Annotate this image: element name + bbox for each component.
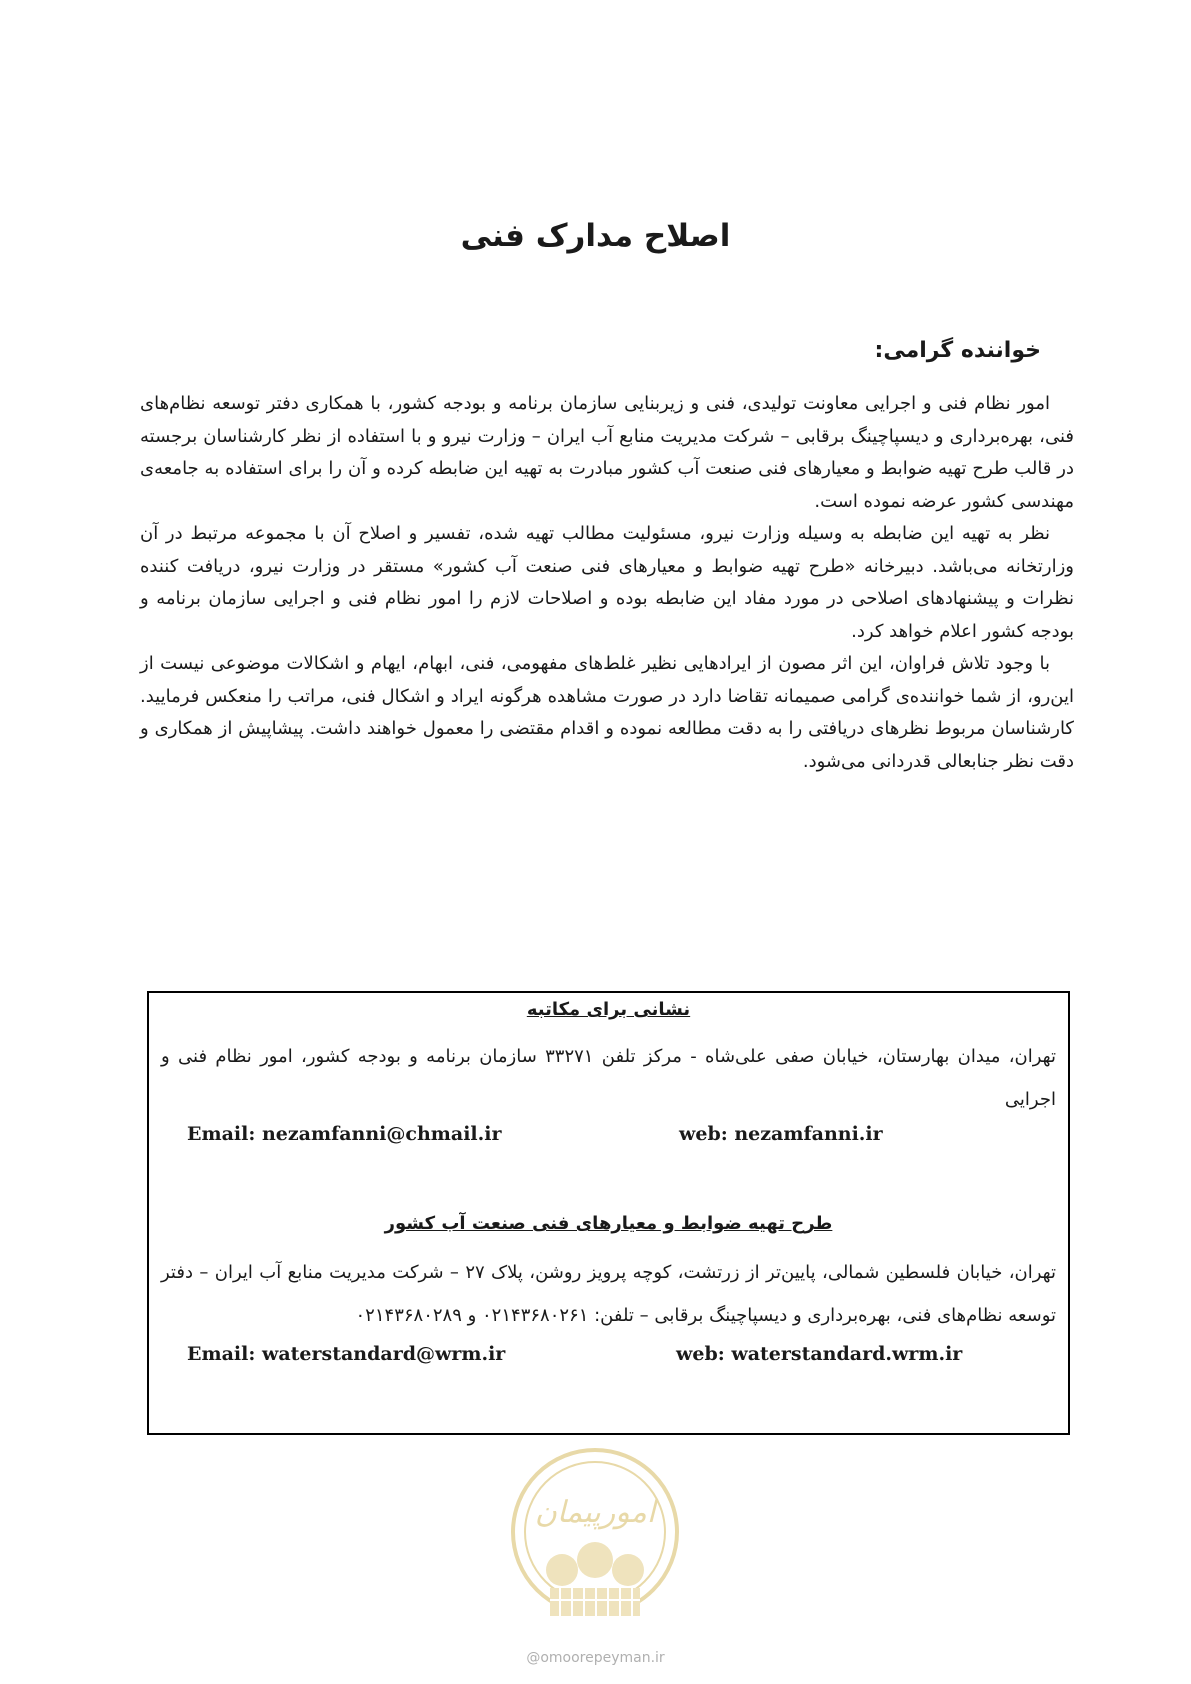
email-nezamfanni[interactable]: Email: nezamfanni@chmail.ir [187, 1123, 502, 1145]
email-waterstandard[interactable]: Email: waterstandard@wrm.ir [187, 1343, 506, 1365]
document-title: اصلاح مدارک فنی [460, 218, 731, 254]
contact-heading-correspondence: نشانی برای مکاتبه [526, 999, 691, 1020]
web-waterstandard[interactable]: web: waterstandard.wrm.ir [676, 1343, 963, 1365]
salutation: خواننده گرامی: [874, 338, 1041, 363]
web-nezamfanni[interactable]: web: nezamfanni.ir [679, 1123, 883, 1145]
contact-heading-water-standards: طرح تهیه ضوابط و معیارهای فنی صنعت آب کشور [384, 1213, 833, 1234]
body-text [140, 388, 1074, 778]
watermark-url: @omoorepeyman.ir [526, 1650, 665, 1666]
paragraph-2: نظر به تهیه این ضابطه به وسیله وزارت نیرو، مسئولیت مطالب تهیه شده، تفسیر و اصلاح آن با مجموعه مرتبط در آن وزارتخانه می‌باشد. دبیرخانه «طرح تهیه ضوابط و معیارهای فنی صنعت آب کشور» مستقر در وزارت نیرو، دریافت کننده نظرات و پیشنهادهای اصلاحی در مورد مفاد این ضابطه بوده و اصلاحات لازم را امور نظام فنی و اجرایی سازمان برنامه و بودجه کشور اعلام خواهد کرد. [140, 523, 1074, 642]
contact-box [147, 991, 1070, 1435]
omoorepeyman-logo-watermark [500, 1440, 690, 1640]
contact-address-correspondence: تهران، میدان بهارستان، خیابان صفی علی‌شاه - مرکز تلفن ۳۳۲۷۱ سازمان برنامه و بودجه کشور، امور نظام فنی و اجرایی [161, 1046, 1056, 1110]
contact-address-water-standards: تهران، خیابان فلسطین شمالی، پایین‌تر از زرتشت، کوچه پرویز روشن، پلاک ۲۷ – شرکت مدیریت منابع آب ایران – دفتر توسعه نظام‌های فنی، بهره‌برداری و دیسپاچینگ برقابی – تلفن: ۰۲۱۴۳۶۸۰۲۶۱ و ۰۲۱۴۳۶۸۰۲۸۹ [161, 1262, 1056, 1326]
paragraph-3: با وجود تلاش فراوان، این اثر مصون از ایرادهایی نظیر غلط‌های مفهومی، فنی، ابهام، ایهام و اشکالات موضوعی نیست از این‌رو، از شما خواننده‌ی گرامی صمیمانه تقاضا دارد در صورت مشاهده هرگونه ایراد و اشکال فنی، مراتب را منعکس فرمایید. کارشناسان مربوط نظرهای دریافتی را به دقت مطالعه نموده و اقدام مقتضی را معمول خواهند داشت. پیشاپیش از همکاری و دقت نظر جنابعالی قدردانی می‌شود. [140, 653, 1074, 772]
logo-text: امورپیمان [534, 1495, 656, 1530]
paragraph-1: امور نظام فنی و اجرایی معاونت تولیدی، فنی و زیربنایی سازمان برنامه و بودجه کشور، با همکاری دفتر توسعه نظام‌های فنی، بهره‌برداری و دیسپاچینگ برقابی – شرکت مدیریت منابع آب ایران – وزارت نیرو و با استفاده از نظر کارشناسان برجسته در قالب طرح تهیه ضوابط و معیارهای فنی صنعت آب کشور مبادرت به تهیه این ضابطه کرده و آن را برای استفاده به جامعه‌ی مهندسی کشور عرضه نموده است. [140, 393, 1074, 512]
